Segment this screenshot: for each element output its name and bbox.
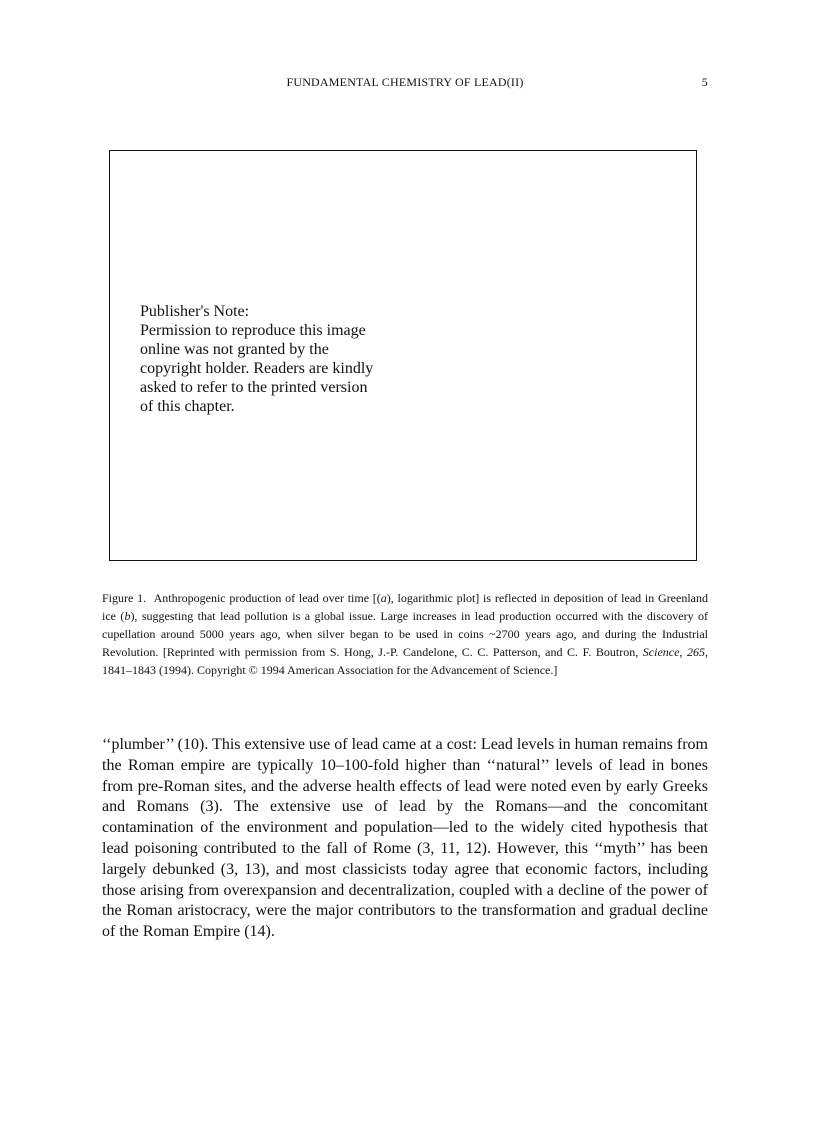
page-number: 5 [701, 75, 708, 89]
running-title: FUNDAMENTAL CHEMISTRY OF LEAD(II) [286, 75, 524, 89]
figure-placeholder-box [109, 150, 697, 561]
running-head [102, 75, 708, 93]
caption-text: , 1841–1843 (1994). Copyright © 1994 American Association for the Advancement of Science.] [102, 645, 709, 677]
publisher-note-line: online was not granted by the [140, 341, 329, 358]
publisher-note-line: Publisher's Note: [140, 303, 250, 320]
caption-panel-b: b [124, 609, 131, 623]
caption-text: ), logarithmic plot] is reflected in deposition of lead in Greenland ice ( [102, 591, 708, 623]
caption-panel-a: a [380, 591, 387, 605]
publisher-note-line: copyright holder. Readers are kindly [140, 360, 374, 377]
caption-volume: 265 [687, 645, 706, 659]
body-paragraph: ‘‘plumber’’ (10). This extensive use of lead came at a cost: Lead levels in human remains from the Roman empire are typically 10–100-fold higher than ‘‘natural’’ levels of lead in bones from pre-Roman sites, and the adverse health effects of lead were noted even by early Greeks and Romans (3). The extensive use of lead by the Romans—and the concomitant contamination of the environment and population—led to the widely cited hypothesis that lead poisoning contributed to the fall of Rome (3, 11, 12). However, this ‘‘myth’’ has been largely debunked (3, 13), and most classicists today agree that economic factors, including those arising from overexpansion and decentralization, coupled with a decline of the power of the Roman aristocracy, were the major contributors to the transformation and gradual decline of the Roman Empire (14). [102, 736, 708, 941]
publisher-note [140, 302, 440, 416]
caption-text: , [679, 645, 688, 659]
caption-label: Figure 1. [102, 591, 147, 605]
publisher-note-line: Permission to reproduce this image [140, 322, 366, 339]
publisher-note-line: of this chapter. [140, 398, 235, 415]
publisher-note-line: asked to refer to the printed version [140, 379, 368, 396]
caption-journal: Science [642, 645, 680, 659]
caption-text: Anthropogenic production of lead over time [( [153, 591, 381, 605]
caption-text: ), suggesting that lead pollution is a global issue. Large increases in lead production occurred with the discovery of cupellation around 5000 years ago, when silver began to be used in coins ~2700 years ago, and during the Industrial Revolution. [Reprinted with permission from S. Hong, J.-P. Candelone, C. C. Patterson, and C. F. Boutron, [102, 609, 709, 659]
figure-caption [102, 589, 708, 679]
